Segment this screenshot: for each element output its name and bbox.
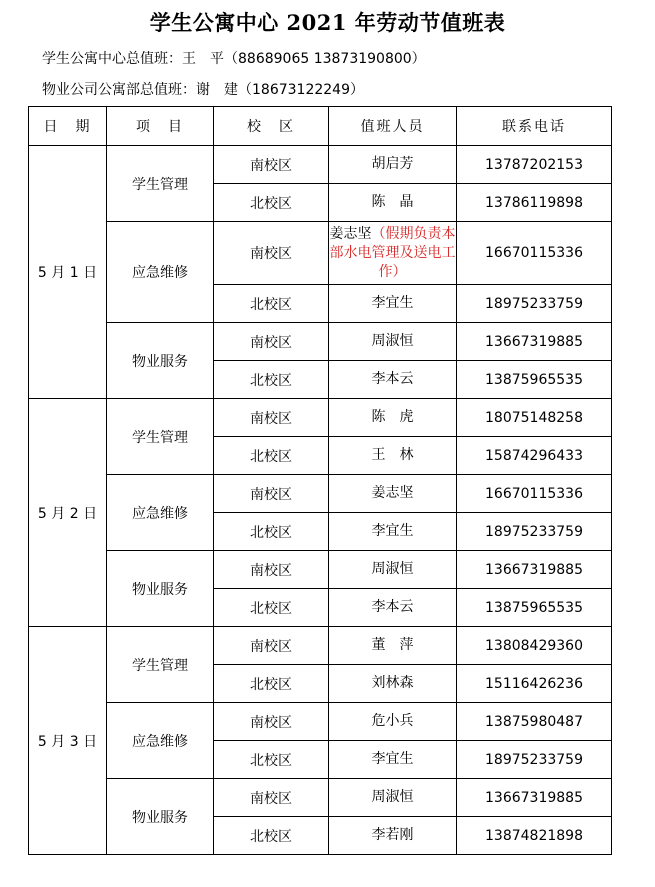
item-cell: 物业服务 bbox=[107, 323, 214, 399]
phone-cell: 13874821898 bbox=[457, 817, 612, 855]
campus-cell: 北校区 bbox=[214, 589, 329, 627]
table-row bbox=[29, 627, 612, 665]
campus-cell: 北校区 bbox=[214, 817, 329, 855]
person-name: 周淑恒 bbox=[371, 561, 414, 577]
campus-cell: 南校区 bbox=[214, 399, 329, 437]
campus-cell: 南校区 bbox=[214, 222, 329, 285]
person-cell bbox=[329, 817, 457, 855]
item-cell: 学生管理 bbox=[107, 627, 214, 703]
header-item: 项 目 bbox=[107, 107, 214, 146]
table-row bbox=[29, 222, 612, 285]
item-cell: 物业服务 bbox=[107, 551, 214, 627]
page-title: 学生公寓中心 2021 年劳动节值班表 bbox=[149, 10, 506, 35]
campus-cell: 北校区 bbox=[214, 513, 329, 551]
phone-cell: 16670115336 bbox=[457, 222, 612, 285]
phone-cell: 13667319885 bbox=[457, 323, 612, 361]
table-row bbox=[29, 323, 612, 361]
table-row bbox=[29, 475, 612, 513]
table-row bbox=[29, 399, 612, 437]
date-cell: 5 月 1 日 bbox=[29, 146, 107, 399]
person-cell bbox=[329, 779, 457, 817]
property-duty-line: 物业公司公寓部总值班：谢 建（18673122249） bbox=[42, 82, 364, 98]
date-cell: 5 月 2 日 bbox=[29, 399, 107, 627]
person-cell bbox=[329, 627, 457, 665]
header-campus: 校 区 bbox=[214, 107, 329, 146]
person-cell bbox=[329, 146, 457, 184]
person-cell bbox=[329, 222, 457, 285]
person-name: 姜志坚 bbox=[329, 225, 372, 242]
campus-cell: 南校区 bbox=[214, 475, 329, 513]
person-name: 刘林森 bbox=[371, 675, 414, 691]
duty-note: （假期负责本部水电管理及送电工作） bbox=[329, 225, 456, 280]
campus-cell: 南校区 bbox=[214, 146, 329, 184]
duty-roster-table bbox=[28, 106, 612, 855]
item-cell: 应急维修 bbox=[107, 703, 214, 779]
phone-cell: 13667319885 bbox=[457, 779, 612, 817]
person-name: 李本云 bbox=[371, 599, 414, 615]
person-cell bbox=[329, 361, 457, 399]
phone-cell: 13786119898 bbox=[457, 184, 612, 222]
person-name: 姜志坚 bbox=[371, 485, 414, 501]
phone-cell: 13875980487 bbox=[457, 703, 612, 741]
table-header-row bbox=[29, 107, 612, 146]
item-cell: 物业服务 bbox=[107, 779, 214, 855]
center-duty-line: 学生公寓中心总值班：王 平（88689065 13873190800） bbox=[42, 51, 426, 67]
campus-cell: 北校区 bbox=[214, 184, 329, 222]
phone-cell: 15874296433 bbox=[457, 437, 612, 475]
phone-cell: 16670115336 bbox=[457, 475, 612, 513]
header-person: 值班人员 bbox=[329, 107, 457, 146]
header-phone: 联系电话 bbox=[457, 107, 612, 146]
person-name: 李宜生 bbox=[371, 295, 414, 311]
person-cell bbox=[329, 513, 457, 551]
person-name: 王 林 bbox=[371, 447, 414, 463]
person-name: 陈 虎 bbox=[371, 409, 414, 425]
person-name: 李宜生 bbox=[371, 751, 414, 767]
person-cell bbox=[329, 551, 457, 589]
person-name: 危小兵 bbox=[371, 713, 414, 729]
campus-cell: 北校区 bbox=[214, 741, 329, 779]
person-name: 李若刚 bbox=[371, 827, 414, 843]
person-cell bbox=[329, 475, 457, 513]
item-cell: 学生管理 bbox=[107, 146, 214, 222]
date-cell: 5 月 3 日 bbox=[29, 627, 107, 855]
phone-cell: 15116426236 bbox=[457, 665, 612, 703]
phone-cell: 13808429360 bbox=[457, 627, 612, 665]
table-row bbox=[29, 703, 612, 741]
person-cell bbox=[329, 399, 457, 437]
phone-cell: 18975233759 bbox=[457, 513, 612, 551]
table-row bbox=[29, 551, 612, 589]
phone-cell: 13875965535 bbox=[457, 589, 612, 627]
phone-cell: 13787202153 bbox=[457, 146, 612, 184]
phone-cell: 18975233759 bbox=[457, 285, 612, 323]
campus-cell: 南校区 bbox=[214, 323, 329, 361]
phone-cell: 18075148258 bbox=[457, 399, 612, 437]
campus-cell: 南校区 bbox=[214, 627, 329, 665]
campus-cell: 北校区 bbox=[214, 285, 329, 323]
item-cell: 应急维修 bbox=[107, 222, 214, 323]
person-cell bbox=[329, 703, 457, 741]
person-cell bbox=[329, 285, 457, 323]
campus-cell: 北校区 bbox=[214, 361, 329, 399]
person-cell bbox=[329, 665, 457, 703]
phone-cell: 18975233759 bbox=[457, 741, 612, 779]
person-cell bbox=[329, 741, 457, 779]
campus-cell: 南校区 bbox=[214, 551, 329, 589]
campus-cell: 南校区 bbox=[214, 703, 329, 741]
person-cell bbox=[329, 184, 457, 222]
table-row bbox=[29, 779, 612, 817]
person-name: 李宜生 bbox=[371, 523, 414, 539]
person-cell bbox=[329, 323, 457, 361]
person-name: 董 萍 bbox=[371, 637, 414, 653]
person-cell bbox=[329, 437, 457, 475]
campus-cell: 南校区 bbox=[214, 779, 329, 817]
item-cell: 应急维修 bbox=[107, 475, 214, 551]
table-body bbox=[29, 146, 612, 855]
person-name: 胡启芳 bbox=[371, 156, 414, 172]
person-name: 周淑恒 bbox=[371, 333, 414, 349]
person-name: 陈 晶 bbox=[371, 194, 414, 210]
header-date: 日 期 bbox=[29, 107, 107, 146]
item-cell: 学生管理 bbox=[107, 399, 214, 475]
phone-cell: 13667319885 bbox=[457, 551, 612, 589]
table-row bbox=[29, 146, 612, 184]
campus-cell: 北校区 bbox=[214, 665, 329, 703]
person-cell bbox=[329, 589, 457, 627]
person-name: 周淑恒 bbox=[371, 789, 414, 805]
phone-cell: 13875965535 bbox=[457, 361, 612, 399]
campus-cell: 北校区 bbox=[214, 437, 329, 475]
person-name: 李本云 bbox=[371, 371, 414, 387]
